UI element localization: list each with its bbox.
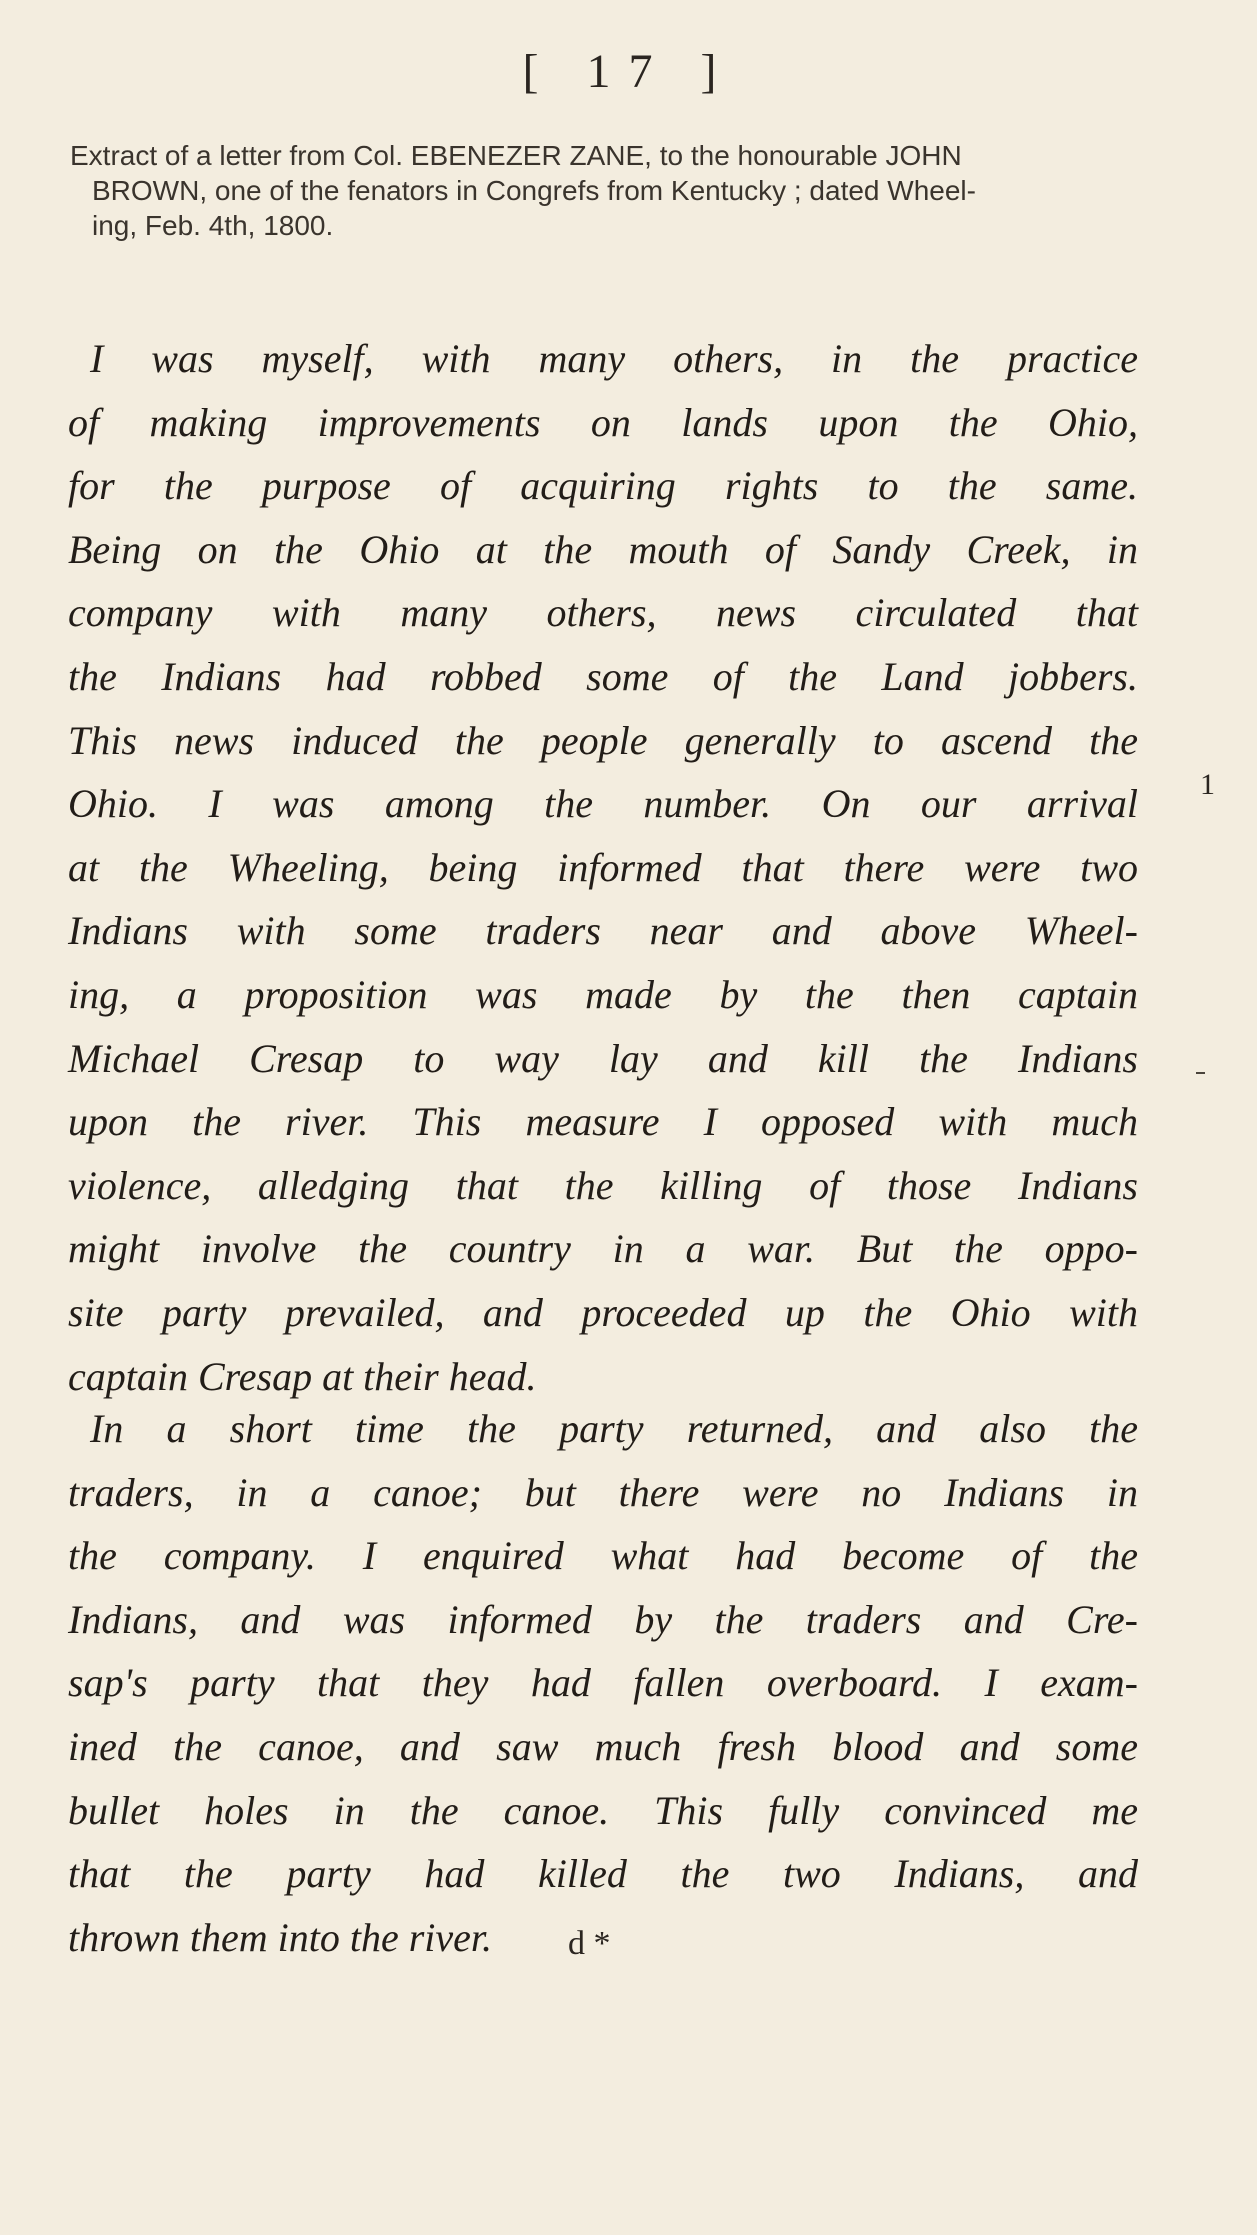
text-line: I was myself, with many others, in the practice — [90, 336, 1138, 381]
text-line: upon the river. This measure I opposed with much — [68, 1099, 1138, 1145]
signature-mark: d * — [568, 1925, 611, 1962]
text-line: Indians with some traders near and above Wheel- — [68, 908, 1138, 954]
text-line: captain Cresap at their head. — [68, 1353, 537, 1399]
text-line: for the purpose of acquiring rights to the same. — [68, 463, 1138, 509]
text-line: the Indians had robbed some of the Land jobbers. — [68, 653, 1138, 699]
text-line: traders, in a canoe; but there were no Indians in — [68, 1469, 1138, 1515]
margin-mark: 1 — [1200, 768, 1215, 801]
text-line: violence, alledging that the killing of those Indians — [68, 1162, 1138, 1208]
text-line: ined the canoe, and saw much fresh blood and some — [68, 1723, 1138, 1769]
paragraph-2 — [68, 1397, 1138, 1969]
text-line: thrown them into the river. — [68, 1914, 493, 1960]
text-line: Ohio. I was among the number. On our arrival — [68, 781, 1138, 827]
extract-heading — [70, 138, 1155, 243]
text-line: might involve the country in a war. But the oppo- — [68, 1226, 1138, 1272]
text-line: This news induced the people generally to ascend the — [68, 717, 1138, 763]
text-line: of making improvements on lands upon the Ohio, — [68, 399, 1138, 445]
text-line: Michael Cresap to way lay and kill the Indians — [68, 1035, 1138, 1081]
text-line: sap's party that they had fallen overboard. I exam- — [68, 1660, 1138, 1706]
text-line: Being on the Ohio at the mouth of Sandy Creek, in — [68, 526, 1138, 572]
text-line: at the Wheeling, being informed that there were two — [68, 844, 1138, 890]
text-line: bullet holes in the canoe. This fully convinced me — [68, 1787, 1138, 1833]
text-line: the company. I enquired what had become of the — [68, 1533, 1138, 1579]
text-line: ing, a proposition was made by the then captain — [68, 971, 1138, 1017]
text-line: site party prevailed, and proceeded up the Ohio with — [68, 1289, 1138, 1335]
text-line: Indians, and was informed by the traders and Cre- — [68, 1596, 1138, 1642]
extract-line: ing, Feb. 4th, 1800. — [92, 210, 334, 241]
margin-dash — [1196, 1072, 1205, 1074]
text-line: In a short time the party returned, and also the — [90, 1406, 1138, 1451]
page-number: [ 17 ] — [522, 45, 735, 98]
paragraph-1 — [68, 327, 1138, 1408]
extract-line: BROWN, one of the fenators in Congrefs from Kentucky ; dated Wheel- — [92, 175, 976, 206]
text-line: company with many others, news circulated that — [68, 590, 1138, 636]
text-line: that the party had killed the two Indians, and — [68, 1851, 1138, 1897]
extract-line: Extract of a letter from Col. EBENEZER ZANE, to the honourable JOHN — [70, 140, 962, 171]
